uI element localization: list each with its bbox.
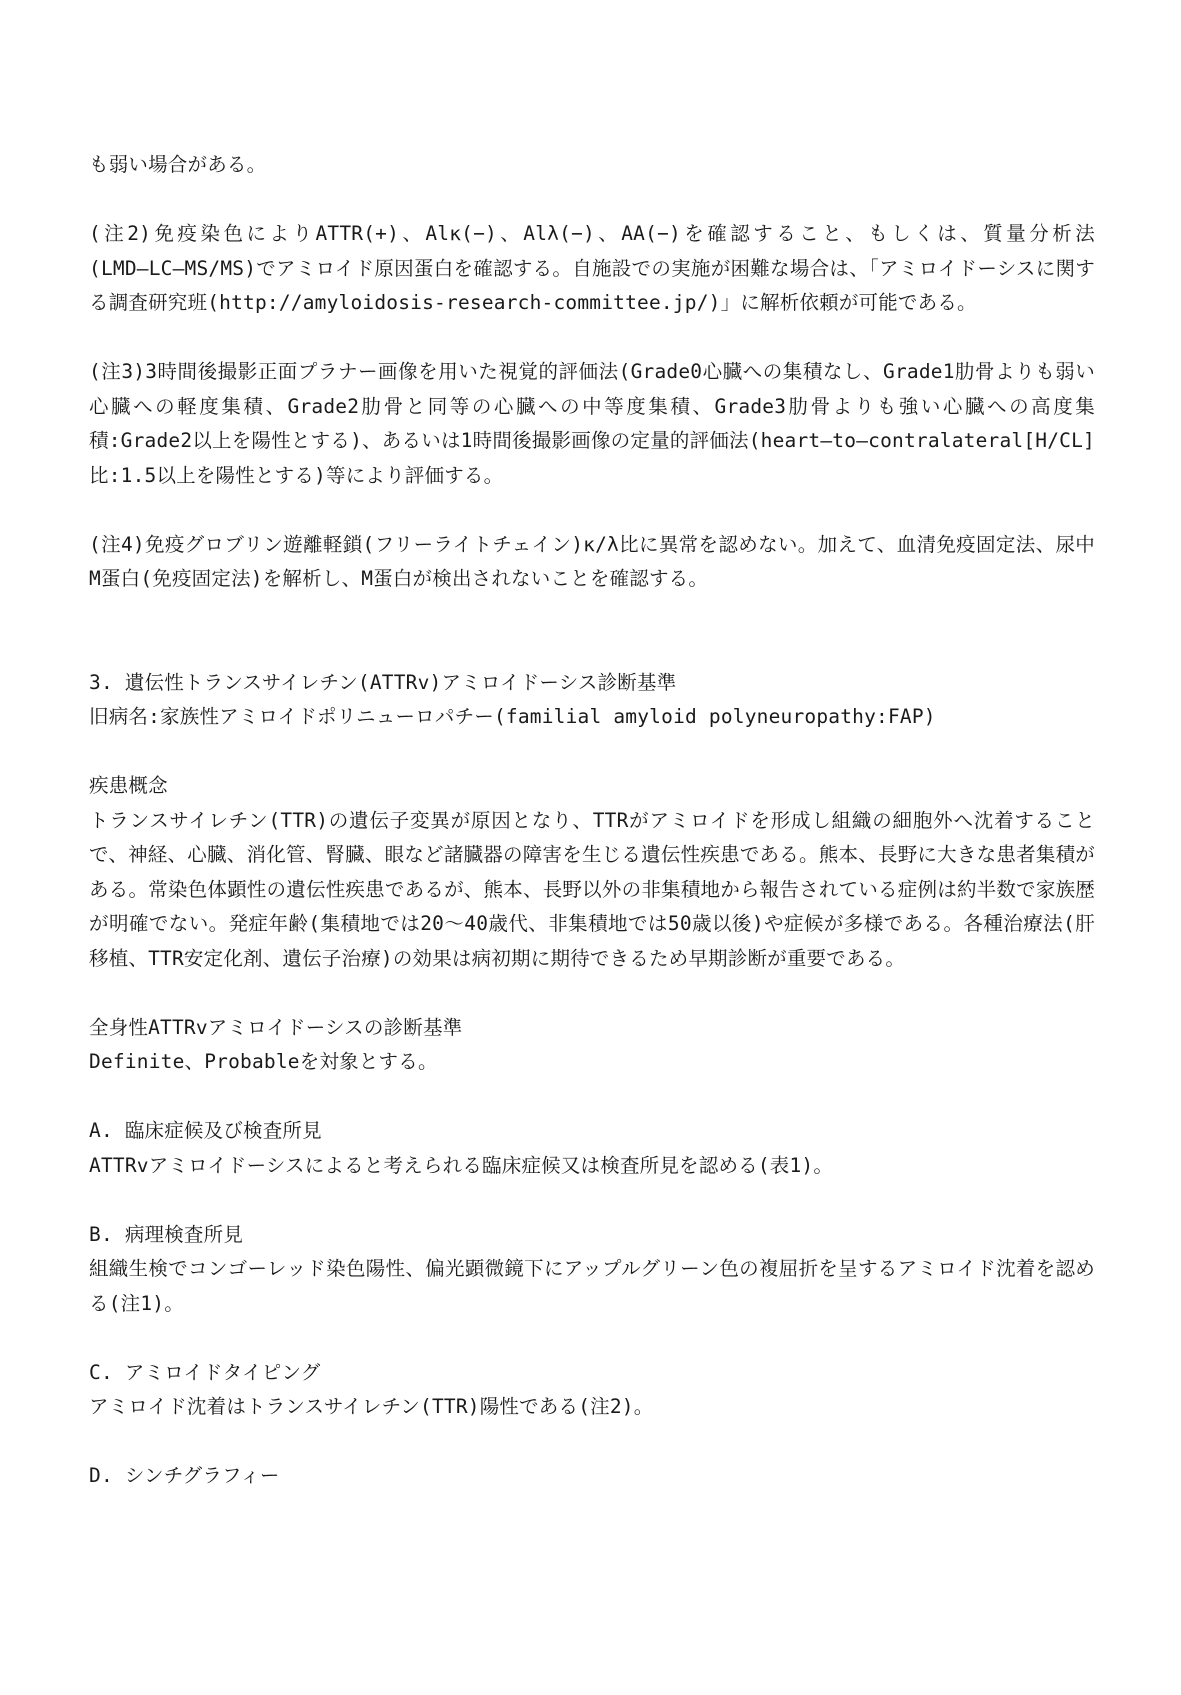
note-2: (注2)免疫染色によりATTR(+)、Alκ(−)、Alλ(−)、AA(−)を確認すること、もしくは、質量分析法(LMD―LC―MS/MS)でアミロイド原因蛋白を確認する。自施設での実施が困難な場合は、「アミロイドーシスに関する調査研究班(http://amyloidosis-research-committee.jp/)」に解析依頼が可能である。	[89, 222, 1095, 314]
document-body	[89, 148, 1095, 1528]
criterion-b-heading: B. 病理検査所見	[89, 1222, 244, 1246]
diagnostic-criteria	[89, 1011, 1095, 1080]
section-3-title: 3. 遺伝性トランスサイレチン(ATTRv)アミロイドーシス診断基準	[89, 670, 677, 694]
criterion-a	[89, 1114, 1095, 1183]
disease-concept-body: トランスサイレチン(TTR)の遺伝子変異が原因となり、TTRがアミロイドを形成し組織の細胞外へ沈着することで、神経、心臓、消化管、腎臓、眼など諸臓器の障害を生じる遺伝性疾患である。熊本、長野に大きな患者集積がある。常染色体顕性の遺伝性疾患であるが、熊本、長野以外の非集積地から報告されている症例は約半数で家族歴が明確でない。発症年齢(集積地では20〜40歳代、非集積地では50歳以後)や症候が多様である。各種治療法(肝移植、TTR安定化剤、遺伝子治療)の効果は病初期に期待できるため早期診断が重要である。	[89, 808, 1095, 970]
criterion-d-heading: D. シンチグラフィー	[89, 1464, 280, 1487]
criterion-b-body: 組織生検でコンゴーレッド染色陽性、偏光顕微鏡下にアップルグリーン色の複屈折を呈するアミロイド沈着を認める(注1)。	[89, 1257, 1095, 1315]
note-4: (注4)免疫グロブリン遊離軽鎖(フリーライトチェイン)κ/λ比に異常を認めない。加えて、血清免疫固定法、尿中M蛋白(免疫固定法)を解析し、M蛋白が検出されないことを確認する。	[89, 532, 1095, 590]
diagnostic-criteria-heading: 全身性ATTRvアミロイドーシスの診断基準	[89, 1015, 463, 1039]
diagnostic-criteria-scope: Definite、Probableを対象とする。	[89, 1050, 438, 1073]
criterion-a-heading: A. 臨床症候及び検査所見	[89, 1119, 322, 1142]
disease-concept-heading: 疾患概念	[89, 774, 168, 797]
note-3: (注3)3時間後撮影正面プラナー画像を用いた視覚的評価法(Grade0心臓への集積なし、Grade1肋骨よりも弱い心臓への軽度集積、Grade2肋骨と同等の心臓への中等度集積、Grade3肋骨よりも強い心臓への高度集積:Grade2以上を陽性とする)、あるいは1時間後撮影画像の定量的評価法(heart―to―contralateral[H/CL]比:1.5以上を陽性とする)等により評価する。	[89, 360, 1095, 487]
section-3-header	[89, 666, 1095, 735]
criterion-c	[89, 1356, 1095, 1425]
criterion-c-body: アミロイド沈着はトランスサイレチン(TTR)陽性である(注2)。	[89, 1395, 654, 1418]
criterion-b	[89, 1218, 1095, 1322]
disease-concept	[89, 769, 1095, 976]
continuation-text: も弱い場合がある。	[89, 153, 267, 176]
criterion-a-body: ATTRvアミロイドーシスによると考えられる臨床症候又は検査所見を認める(表1)。	[89, 1153, 834, 1177]
criterion-c-heading: C. アミロイドタイピング	[89, 1360, 321, 1384]
section-3-old-name: 旧病名:家族性アミロイドポリニューロパチー(familial amyloid polyneuropathy:FAP)	[89, 705, 936, 728]
criterion-d	[89, 1459, 1095, 1494]
